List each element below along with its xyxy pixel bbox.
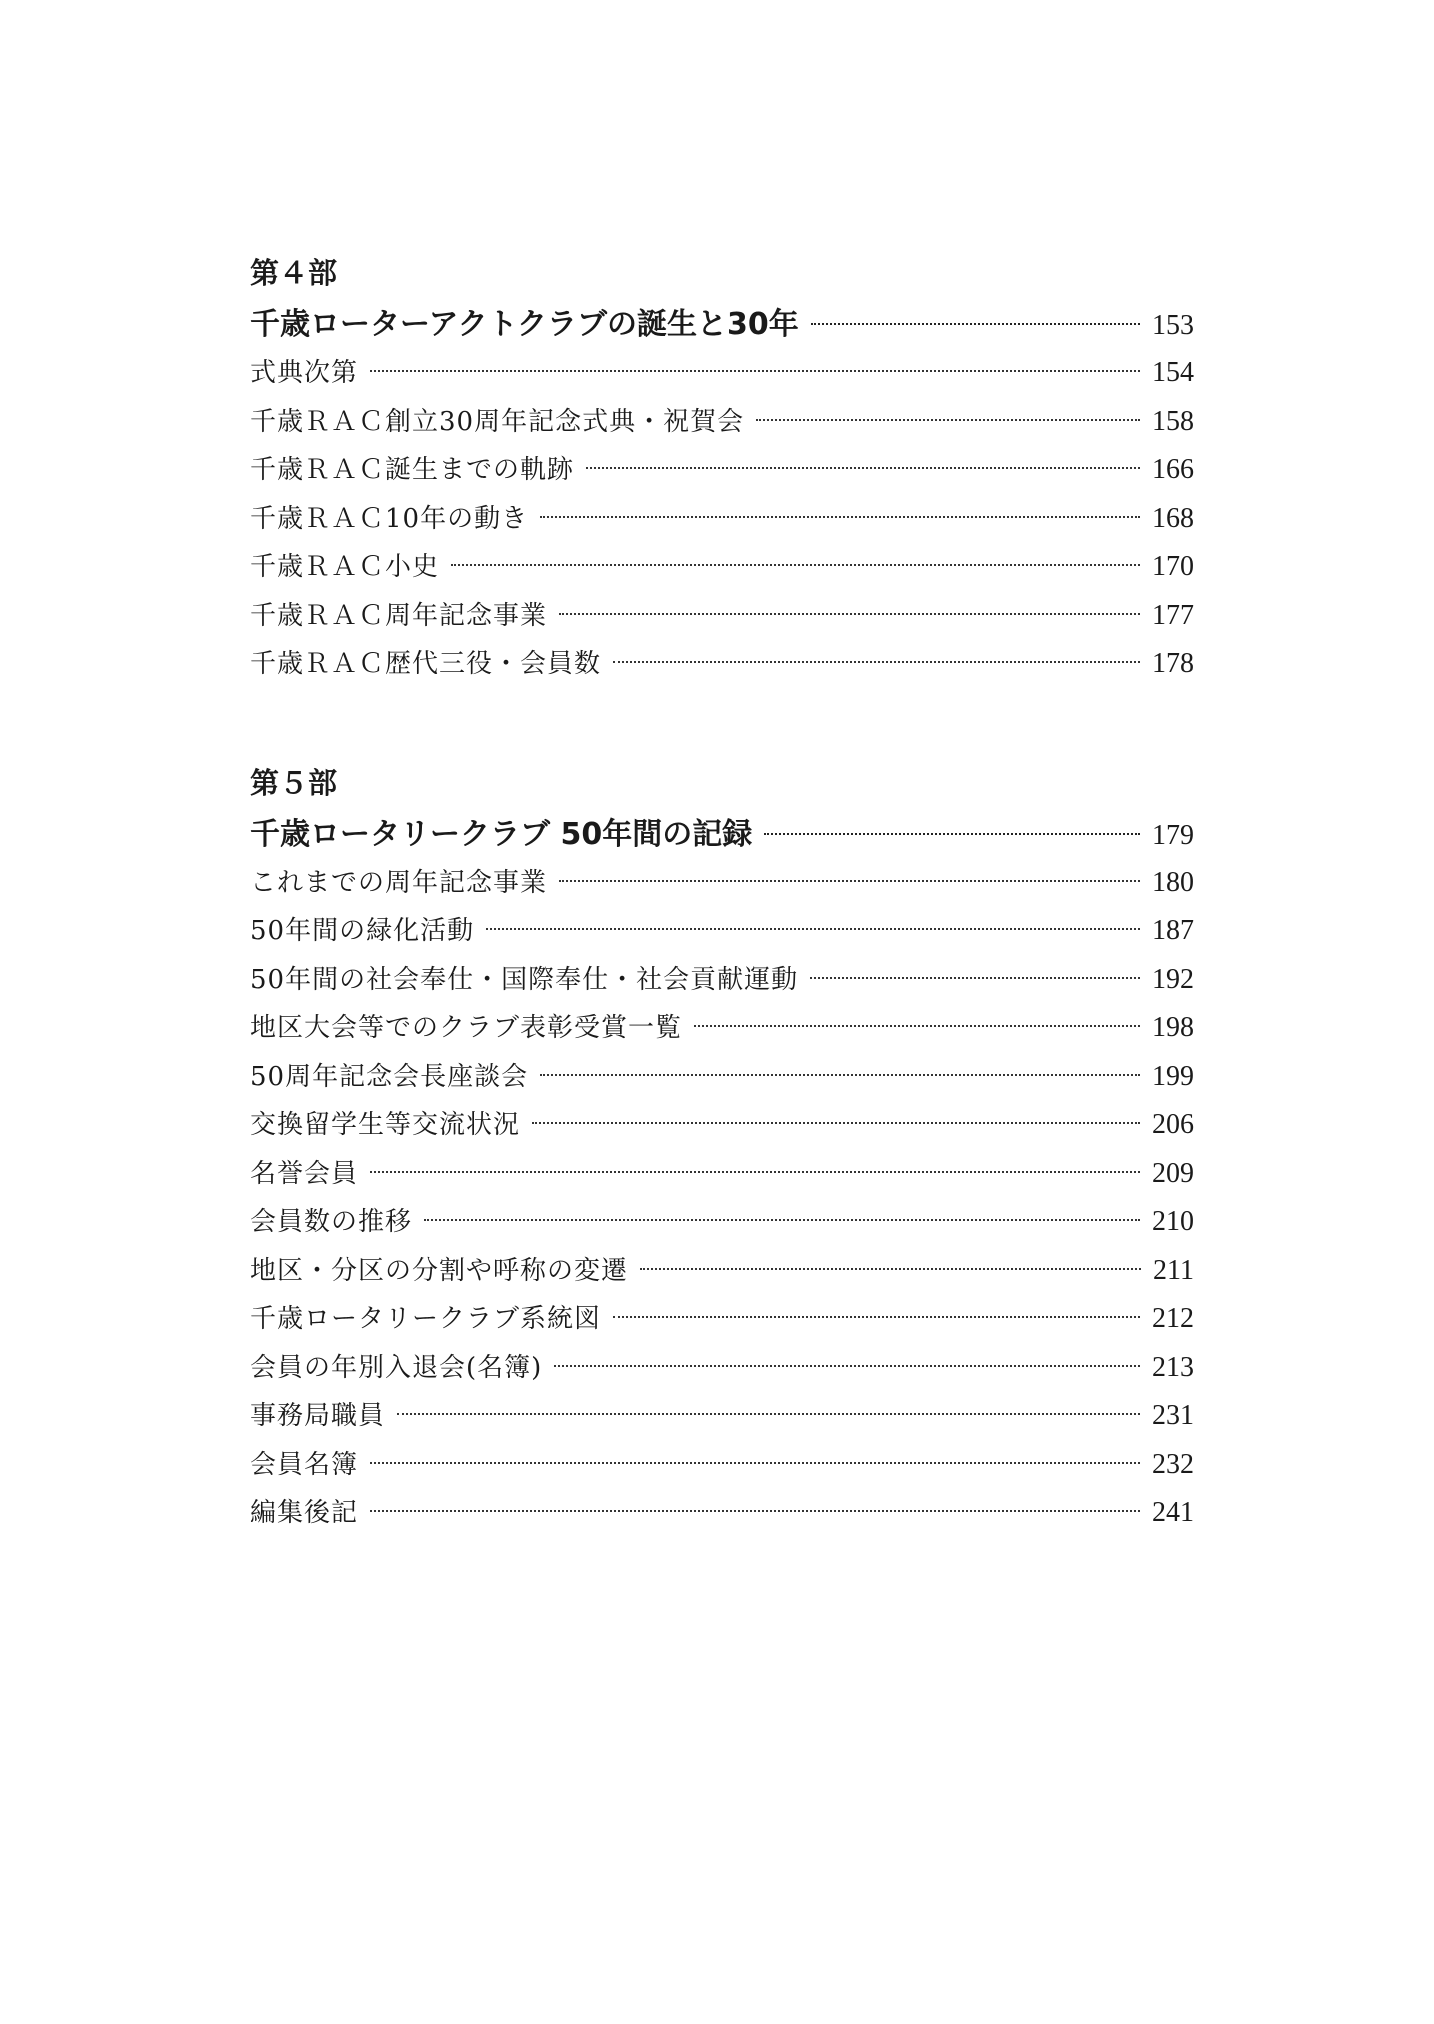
toc-entry[interactable] [250, 1441, 1194, 1490]
toc-entry[interactable] [250, 592, 1194, 641]
dot-leader [370, 1462, 1140, 1464]
toc-entry[interactable] [250, 398, 1194, 447]
part-5 [250, 765, 1194, 1538]
part-heading-title: 千歳ロータリークラブ 50年間の記録 [250, 816, 753, 852]
entry-title: 名誉会員 [250, 1158, 359, 1189]
toc-entry[interactable] [250, 1101, 1194, 1150]
toc-entry[interactable] [250, 1004, 1194, 1053]
table-of-contents [250, 255, 1194, 1614]
part-label: 第４部 [250, 256, 338, 290]
entry-title: 50周年記念会長座談会 [250, 1061, 529, 1092]
page-number: 153 [1152, 310, 1194, 341]
entry-title: 式典次第 [250, 358, 359, 388]
dot-leader [811, 323, 1140, 325]
toc-entry[interactable] [250, 907, 1194, 956]
dot-leader [451, 564, 1140, 566]
toc-entry[interactable] [250, 1198, 1194, 1247]
dot-leader [810, 977, 1140, 979]
page-number: 170 [1152, 551, 1194, 582]
page-number: 179 [1152, 819, 1194, 851]
part-label: 第５部 [250, 765, 338, 800]
entry-title: 千歳ＲＡＣ小史 [250, 552, 440, 582]
dot-leader [370, 1171, 1140, 1173]
dot-leader [559, 880, 1140, 882]
toc-entry[interactable] [250, 1392, 1194, 1441]
dot-leader [756, 419, 1140, 421]
part-heading-row[interactable] [250, 811, 1194, 859]
part-4 [250, 255, 1194, 689]
entry-title: 編集後記 [250, 1498, 359, 1528]
toc-entry[interactable] [250, 446, 1194, 495]
page-number: 178 [1152, 648, 1194, 679]
page-number: 192 [1152, 963, 1194, 995]
dot-leader [613, 1316, 1140, 1318]
dot-leader [554, 1365, 1140, 1367]
entry-title: 千歳ロータリークラブ系統図 [250, 1304, 602, 1334]
entry-title: 交換留学生等交流状況 [250, 1110, 521, 1140]
entry-title: 千歳ＲＡＣ周年記念事業 [250, 600, 548, 631]
dot-leader [640, 1268, 1141, 1270]
page-number: 241 [1152, 1497, 1194, 1528]
entry-title: 地区大会等でのクラブ表彰受賞一覧 [250, 1013, 683, 1043]
page-number: 212 [1152, 1303, 1194, 1334]
entry-title: 千歳ＲＡＣ10年の動き [250, 503, 529, 534]
dot-leader [540, 516, 1140, 518]
dot-leader [694, 1025, 1140, 1027]
dot-leader [559, 613, 1140, 615]
entry-title: 50年間の社会奉仕・国際奉仕・社会貢献運動 [250, 964, 799, 995]
dot-leader [540, 1074, 1140, 1076]
dot-leader [424, 1219, 1140, 1221]
entry-title: 会員の年別入退会(名簿) [250, 1352, 543, 1383]
part-heading-title: 千歳ローターアクトクラブの誕生と30年 [250, 307, 799, 342]
toc-entry[interactable] [250, 495, 1194, 544]
page-number: 180 [1152, 866, 1194, 898]
dot-leader [613, 661, 1140, 663]
toc-entry[interactable] [250, 1150, 1194, 1199]
toc-entry[interactable] [250, 1053, 1194, 1102]
entry-title: 千歳ＲＡＣ創立30周年記念式典・祝賀会 [250, 406, 745, 437]
entry-title: 千歳ＲＡＣ歴代三役・会員数 [250, 649, 602, 679]
toc-entry[interactable] [250, 1344, 1194, 1393]
page-number: 187 [1152, 915, 1194, 946]
page-number: 199 [1152, 1060, 1194, 1092]
page-number: 213 [1152, 1351, 1194, 1383]
toc-entry[interactable] [250, 859, 1194, 908]
dot-leader [586, 467, 1140, 469]
page-number: 211 [1153, 1254, 1194, 1286]
dot-leader [397, 1413, 1140, 1415]
dot-leader [486, 928, 1140, 930]
entry-title: これまでの周年記念事業 [250, 867, 548, 898]
entry-title: 地区・分区の分割や呼称の変遷 [250, 1255, 629, 1286]
page-number: 154 [1152, 357, 1194, 388]
page-number: 209 [1152, 1157, 1194, 1189]
page-number: 232 [1152, 1448, 1194, 1480]
toc-entry[interactable] [250, 956, 1194, 1005]
page-number: 168 [1152, 502, 1194, 534]
toc-entry[interactable] [250, 1295, 1194, 1344]
dot-leader [370, 370, 1140, 372]
dot-leader [764, 833, 1140, 835]
page-number: 231 [1152, 1400, 1194, 1431]
toc-entry[interactable] [250, 1247, 1194, 1296]
entry-title: 会員名簿 [250, 1449, 359, 1480]
entry-title: 事務局職員 [250, 1401, 386, 1431]
toc-entry[interactable] [250, 543, 1194, 592]
page-number: 206 [1152, 1109, 1194, 1140]
toc-entry[interactable] [250, 349, 1194, 398]
toc-entry[interactable] [250, 640, 1194, 689]
toc-entry[interactable] [250, 1489, 1194, 1538]
page-number: 198 [1152, 1012, 1194, 1043]
entry-title: 千歳ＲＡＣ誕生までの軌跡 [250, 455, 575, 485]
page-number: 158 [1152, 405, 1194, 437]
page-number: 210 [1152, 1206, 1194, 1237]
dot-leader [370, 1510, 1140, 1512]
entry-title: 50年間の緑化活動 [250, 916, 475, 946]
part-heading-row[interactable] [250, 301, 1194, 349]
dot-leader [532, 1122, 1140, 1124]
page-number: 177 [1152, 599, 1194, 631]
page-number: 166 [1152, 454, 1194, 485]
entry-title: 会員数の推移 [250, 1207, 413, 1237]
